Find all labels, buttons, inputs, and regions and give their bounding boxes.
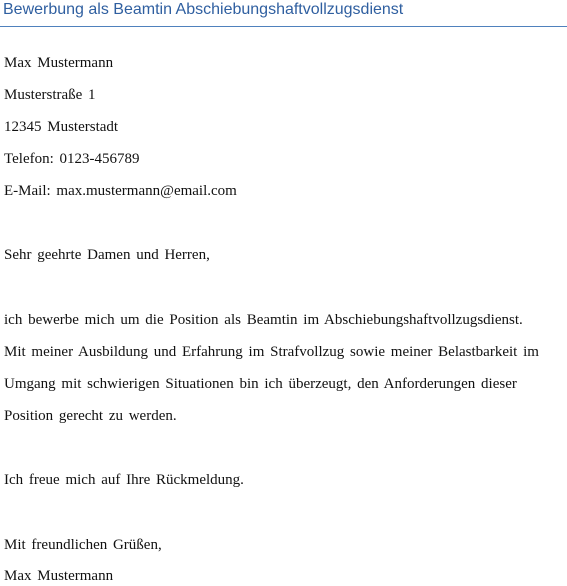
salutation: Sehr geehrte Damen und Herren, — [4, 247, 210, 263]
sender-street: Musterstraße 1 — [4, 87, 96, 103]
title-underline — [0, 26, 567, 27]
document-title: Bewerbung als Beamtin Abschiebungshaftvollzugsdienst — [3, 1, 404, 18]
sender-city: 12345 Musterstadt — [4, 119, 119, 135]
body-line: Umgang mit schwierigen Situationen bin ich überzeugt, den Anforderungen dieser — [4, 376, 517, 392]
signature: Max Mustermann — [4, 568, 114, 584]
sender-phone: Telefon: 0123-456789 — [4, 151, 140, 167]
closing-paragraph: Ich freue mich auf Ihre Rückmeldung. — [4, 472, 244, 488]
sender-name: Max Mustermann — [4, 55, 114, 71]
body-line: Position gerecht zu werden. — [4, 408, 177, 424]
body-line: ich bewerbe mich um die Position als Beamtin im Abschiebungshaftvollzugsdienst. — [4, 312, 523, 328]
closing-phrase: Mit freundlichen Grüßen, — [4, 537, 162, 553]
sender-email: E-Mail: max.mustermann@email.com — [4, 183, 237, 199]
body-line: Mit meiner Ausbildung und Erfahrung im Strafvollzug sowie meiner Belastbarkeit im — [4, 344, 539, 360]
